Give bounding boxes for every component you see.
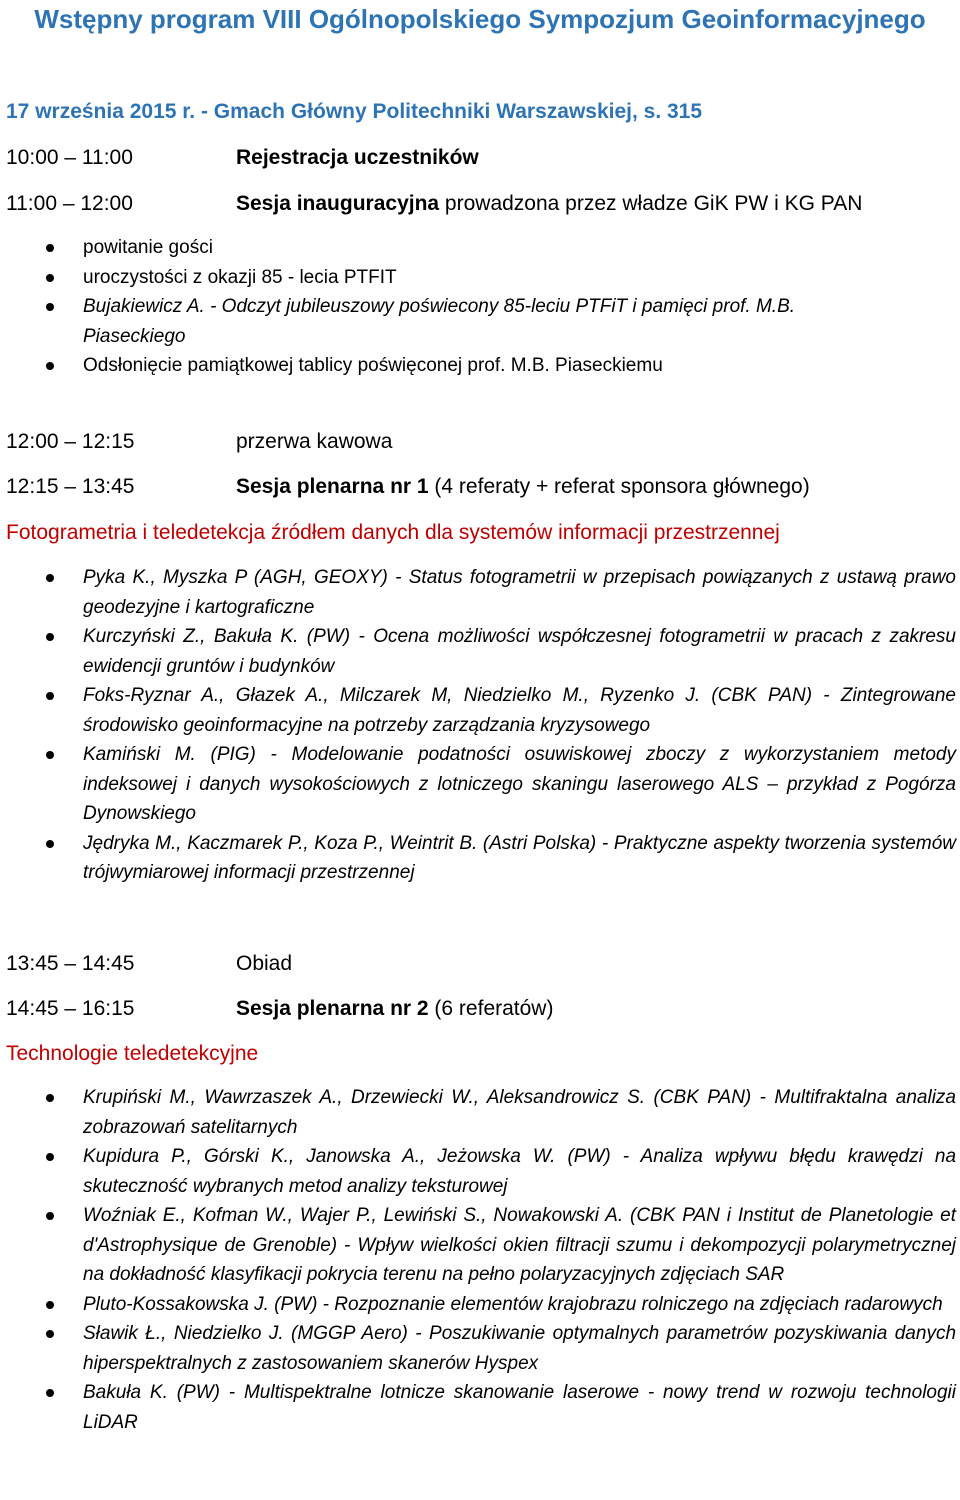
talk-title: Analiza wpływu błędu krawędzi na skuteczność wybranych metod analizy teksturowej <box>83 1146 957 1197</box>
bullet-icon <box>46 751 54 759</box>
schedule-detail: Obiad <box>236 952 293 975</box>
talk-title: Zintegrowane środowisko geoinformacyjne na potrzeby zarządzania kryzysowego <box>83 685 956 736</box>
schedule-time: 12:00 – 12:15 <box>6 430 135 453</box>
talk-author: Woźniak E., Kofman W., Wajer P., Lewiński S., Nowakowski A. <box>83 1205 624 1226</box>
bullet-icon <box>46 244 54 252</box>
talk-author: Kupidura P., Górski K., Janowska A., Jeżowska W. <box>83 1146 556 1167</box>
talk-inst: (PIG) - <box>195 744 292 765</box>
talk-inst: (PW) - <box>298 626 374 647</box>
talk-item <box>0 1083 960 1142</box>
bullet-icon <box>46 1330 54 1338</box>
talk-inst: (CBK PAN i Institut de Planetologie et d'Astrophysique de Grenoble) - <box>83 1205 956 1256</box>
bullet-icon <box>46 574 54 582</box>
schedule-detail: (6 referatów) <box>428 997 554 1020</box>
bullet-icon <box>46 1301 54 1309</box>
bullet-icon <box>46 1153 54 1161</box>
list-item: Odsłonięcie pamiątkowej tablicy poświęconej prof. M.B. Piaseckiemu <box>0 351 960 381</box>
event-dateline: 17 września 2015 r. - Gmach Główny Politechniki Warszawskiej, s. 315 <box>6 100 703 123</box>
talk-inst: (MGGP Aero) - <box>283 1323 430 1344</box>
talk-title: Ocena możliwości współczesnej fotogrametrii w pracach z zakresu ewidencji gruntów i budynków <box>83 626 956 677</box>
talk-item <box>0 740 960 829</box>
schedule-time: 11:00 – 12:00 <box>6 192 133 215</box>
schedule-detail: przerwa kawowa <box>236 430 393 453</box>
talk-title: Status fotogrametrii w przepisach powiązanych z ustawą prawo geodezyjne i kartograficzne <box>83 567 957 618</box>
schedule-time: 10:00 – 11:00 <box>6 146 133 169</box>
talk-item <box>0 681 960 740</box>
talk-author: Sławik Ł., Niedzielko J. <box>83 1323 284 1344</box>
bullet-icon <box>46 692 54 700</box>
talk-author: Pluto-Kossakowska J. <box>83 1293 269 1315</box>
bullet-icon <box>46 1212 54 1220</box>
talk-title: Multifraktalna analiza zobrazowań satelitarnych <box>83 1087 956 1138</box>
talk-inst: (PW) - <box>268 1293 335 1315</box>
talk-item <box>0 1142 960 1201</box>
talk-item <box>0 622 960 681</box>
talk-title: Modelowanie podatności osuwiskowej zboczy z wykorzystaniem metody indeksowej i danych wysokościowych z lotniczego skaningu laserowego ALS – przykład z Pogórza Dynowskiego <box>83 744 956 824</box>
session-1-title: Fotogrametria i teledetekcja źródłem danych dla systemów informacji przestrzennej <box>6 521 780 544</box>
schedule-detail: prowadzona przez władze GiK PW i KG PAN <box>439 192 863 215</box>
list-item: powitanie gości <box>0 233 960 263</box>
session-2-list <box>0 1083 960 1437</box>
talk-inst: (CBK PAN) - <box>700 685 841 706</box>
talk-item <box>0 563 960 622</box>
list-item: Bujakiewicz A. - Odczyt jubileuszowy poświecony 85-leciu PTFiT i pamięci prof. M.B. Piaseckiego <box>0 292 960 351</box>
talk-author: Bakuła K. <box>83 1382 168 1403</box>
talk-author: Kurczyński Z., Bakuła K. <box>83 626 299 647</box>
talk-inst: (AGH, GEOXY) - <box>246 567 409 588</box>
talk-item <box>0 1201 960 1290</box>
talk-author: Kamiński M. <box>83 744 196 765</box>
talk-title: Praktyczne aspekty tworzenia systemów trójwymiarowej informacji przestrzennej <box>83 832 956 883</box>
schedule-label: Sesja plenarna nr 2 <box>236 997 429 1020</box>
talk-item <box>0 829 960 888</box>
talk-title: Rozpoznanie elementów krajobrazu rolniczego na zdjęciach radarowych <box>334 1293 943 1315</box>
talk-author: Jędryka M., Kaczmarek P., Koza P., Weintrit B. <box>83 832 478 854</box>
schedule-label: Sesja plenarna nr 1 <box>236 475 429 498</box>
talk-inst: (Astri Polska) - <box>477 832 614 854</box>
inaugural-list <box>0 233 960 381</box>
talk-author: Foks-Ryznar A., Głazek A., Milczarek M, Niedzielko M., Ryzenko J. <box>83 685 701 706</box>
bullet-icon <box>46 1094 54 1102</box>
talk-inst: (PW) - <box>555 1146 641 1167</box>
schedule-detail: (4 referaty + referat sponsora głównego) <box>428 475 810 498</box>
session-1-list <box>0 563 960 888</box>
talk-item <box>0 1290 960 1320</box>
talk-author: Krupiński M., Wawrzaszek A., Drzewiecki W., Aleksandrowicz S. <box>83 1087 646 1108</box>
talk-inst: (PW) - <box>167 1382 244 1403</box>
talk-author: Pyka K., Myszka P <box>83 567 247 588</box>
talk-title: Multispektralne lotnicze skanowanie laserowe - nowy trend w rozwoju technologii LiDAR <box>83 1382 956 1433</box>
schedule-time: 14:45 – 16:15 <box>6 997 135 1020</box>
talk-inst: (CBK PAN) - <box>645 1087 775 1108</box>
session-2-title: Technologie teledetekcyjne <box>6 1042 259 1065</box>
talk-title: Poszukiwanie optymalnych parametrów pozyskiwania danych hiperspektralnych z zastosowaniem skanerów Hyspex <box>83 1323 957 1374</box>
bullet-icon <box>46 1389 54 1397</box>
schedule-time: 12:15 – 13:45 <box>6 475 135 498</box>
bullet-icon <box>46 274 54 282</box>
schedule-label: Rejestracja uczestników <box>236 146 479 169</box>
schedule-time: 13:45 – 14:45 <box>6 952 135 975</box>
list-item: uroczystości z okazji 85 - lecia PTFIT <box>0 263 960 293</box>
bullet-icon <box>46 633 54 641</box>
page-title: Wstępny program VIII Ogólnopolskiego Sympozjum Geoinformacyjnego <box>34 4 926 34</box>
bullet-icon <box>46 840 54 848</box>
schedule-label: Sesja inauguracyjna <box>236 192 440 215</box>
talk-title: Wpływ wielkości okien filtracji szumu i dekompozycji polarymetrycznej na dokładność klasyfikacji pokrycia terenu na pełno polaryzacyjnych zdjęciach SAR <box>83 1234 956 1285</box>
talk-item <box>0 1378 960 1437</box>
bullet-icon <box>46 362 54 370</box>
talk-item <box>0 1319 960 1378</box>
bullet-icon <box>46 303 54 311</box>
